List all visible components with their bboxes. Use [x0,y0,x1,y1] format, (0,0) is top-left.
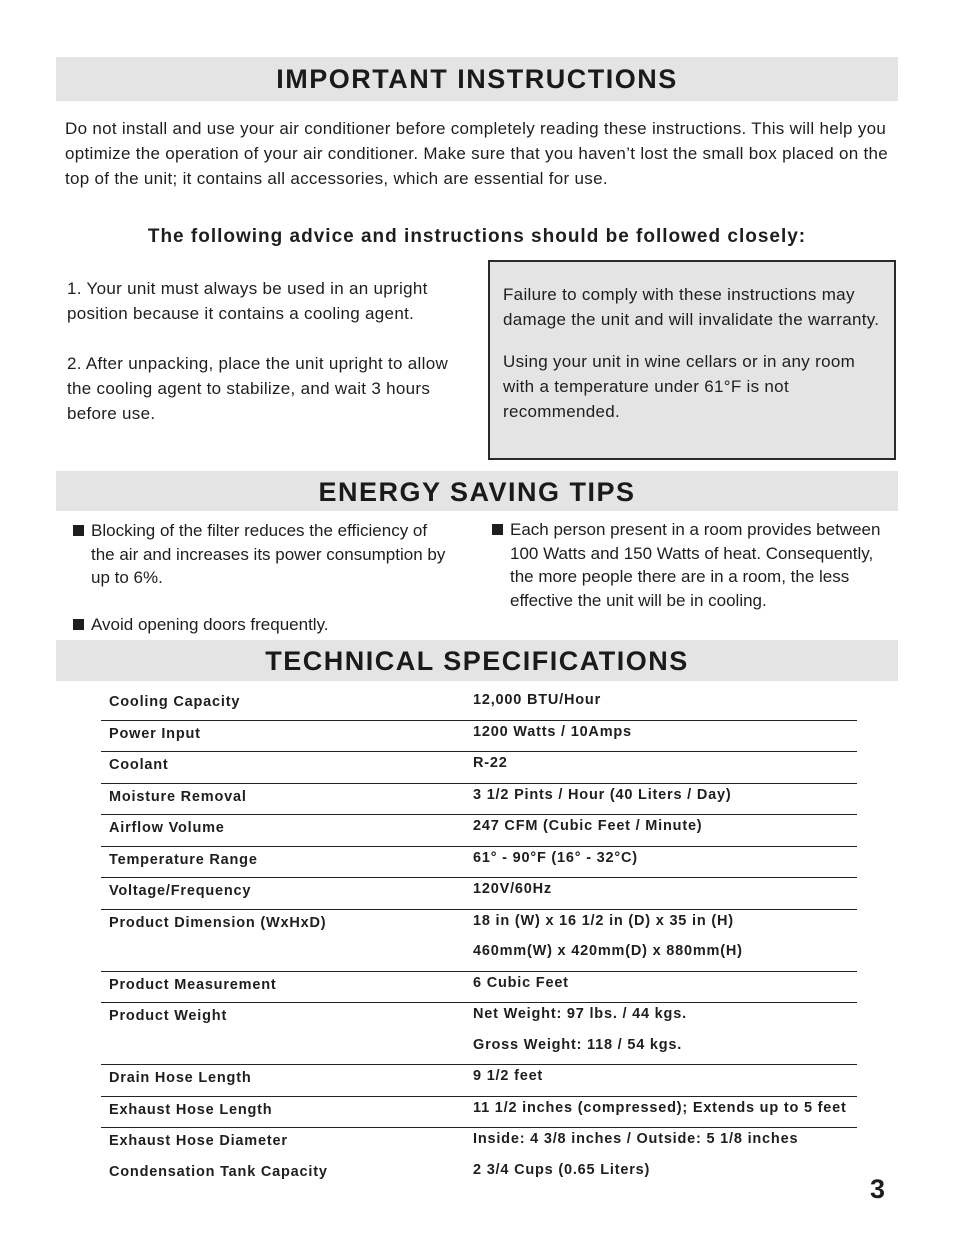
spec-value: Net Weight: 97 lbs. / 44 kgs. [473,1006,687,1022]
spec-value: 61° - 90°F (16° - 32°C) [473,849,638,866]
tip-item [492,518,887,612]
spec-label: Voltage/Frequency [109,883,252,899]
spec-row [101,752,857,784]
section-header-technical [56,640,898,681]
spec-row [101,878,857,910]
spec-row [101,1128,857,1159]
tip-text: Avoid opening doors frequently. [91,615,329,634]
spec-row [101,972,857,1004]
step-item: 1. Your unit must always be used in an upright position because it contains a cooling agent. [67,279,428,323]
square-bullet-icon [492,524,503,535]
spec-row [101,721,857,753]
spec-label: Product Dimension (WxHxD) [109,914,327,931]
section-title: TECHNICAL SPECIFICATIONS [265,646,689,676]
spec-label: Airflow Volume [109,820,225,836]
spec-row [101,847,857,879]
spec-value: R-22 [473,755,508,771]
square-bullet-icon [73,619,84,630]
spec-label: Moisture Removal [109,788,247,805]
spec-value: 3 1/2 Pints / Hour (40 Liters / Day) [473,786,732,803]
spec-label: Coolant [109,757,169,773]
instruction-steps [67,276,477,451]
intro-paragraph: Do not install and use your air conditioner before completely reading these instructions. This will help you optimize the operation of your air conditioner. Make sure that you haven’t lost the small box placed on the top of the unit; it contains all accessories, which are essential for use. [65,119,889,188]
specs-table [101,689,857,1189]
spec-label: Exhaust Hose Diameter [109,1133,288,1149]
spec-label: Exhaust Hose Length [109,1101,273,1118]
spec-row [101,689,857,721]
section-title: ENERGY SAVING TIPS [318,477,636,507]
section-header-energy [56,471,898,511]
spec-value: Gross Weight: 118 / 54 kgs. [473,1036,683,1053]
page-number: 3 [870,1174,886,1204]
warning-text: Failure to comply with these instructions may damage the unit and will invalidate the warranty. [503,285,880,329]
section-header-important [56,57,898,101]
spec-row [101,1065,857,1097]
tip-text: Blocking of the filter reduces the efficiency of the air and increases its power consumption by up to 6%. [91,521,446,587]
spec-value: 2 3/4 Cups (0.65 Liters) [473,1161,651,1178]
tip-text: Each person present in a room provides between 100 Watts and 150 Watts of heat. Consequently, the more people there are in a room, the less effective the unit will be in cooling. [510,520,881,610]
warning-box [488,260,896,460]
section-title: IMPORTANT INSTRUCTIONS [276,64,678,94]
spec-value: 12,000 BTU/Hour [473,692,602,708]
spec-value: Inside: 4 3/8 inches / Outside: 5 1/8 inches [473,1131,799,1147]
spec-label: Product Weight [109,1008,228,1024]
step-item: 2. After unpacking, place the unit upright to allow the cooling agent to stabilize, and wait 3 hours before use. [67,354,449,423]
advice-heading: The following advice and instructions should be followed closely: [147,226,807,247]
spec-value: 460mm(W) x 420mm(D) x 880mm(H) [473,943,743,959]
spec-value: 247 CFM (Cubic Feet / Minute) [473,818,703,834]
spec-value: 6 Cubic Feet [473,974,569,991]
tip-item [73,613,453,637]
spec-label: Power Input [109,725,201,742]
spec-value: 9 1/2 feet [473,1068,544,1084]
spec-row [101,1159,857,1190]
spec-label: Cooling Capacity [109,694,241,710]
spec-row [101,815,857,847]
tip-item [73,519,453,590]
spec-value: 1200 Watts / 10Amps [473,723,632,740]
square-bullet-icon [73,525,84,536]
spec-row [101,1003,857,1065]
spec-row [101,1097,857,1129]
spec-row [101,784,857,816]
spec-row [101,910,857,972]
spec-label: Temperature Range [109,851,258,868]
spec-value: 11 1/2 inches (compressed); Extends up to 5 feet [473,1099,847,1116]
spec-value: 18 in (W) x 16 1/2 in (D) x 35 in (H) [473,912,734,929]
spec-label: Product Measurement [109,976,277,993]
spec-label: Condensation Tank Capacity [109,1163,328,1180]
spec-label: Drain Hose Length [109,1070,252,1086]
spec-value: 120V/60Hz [473,881,552,897]
warning-text: Using your unit in wine cellars or in any room with a temperature under 61°F is not recommended. [503,352,856,421]
